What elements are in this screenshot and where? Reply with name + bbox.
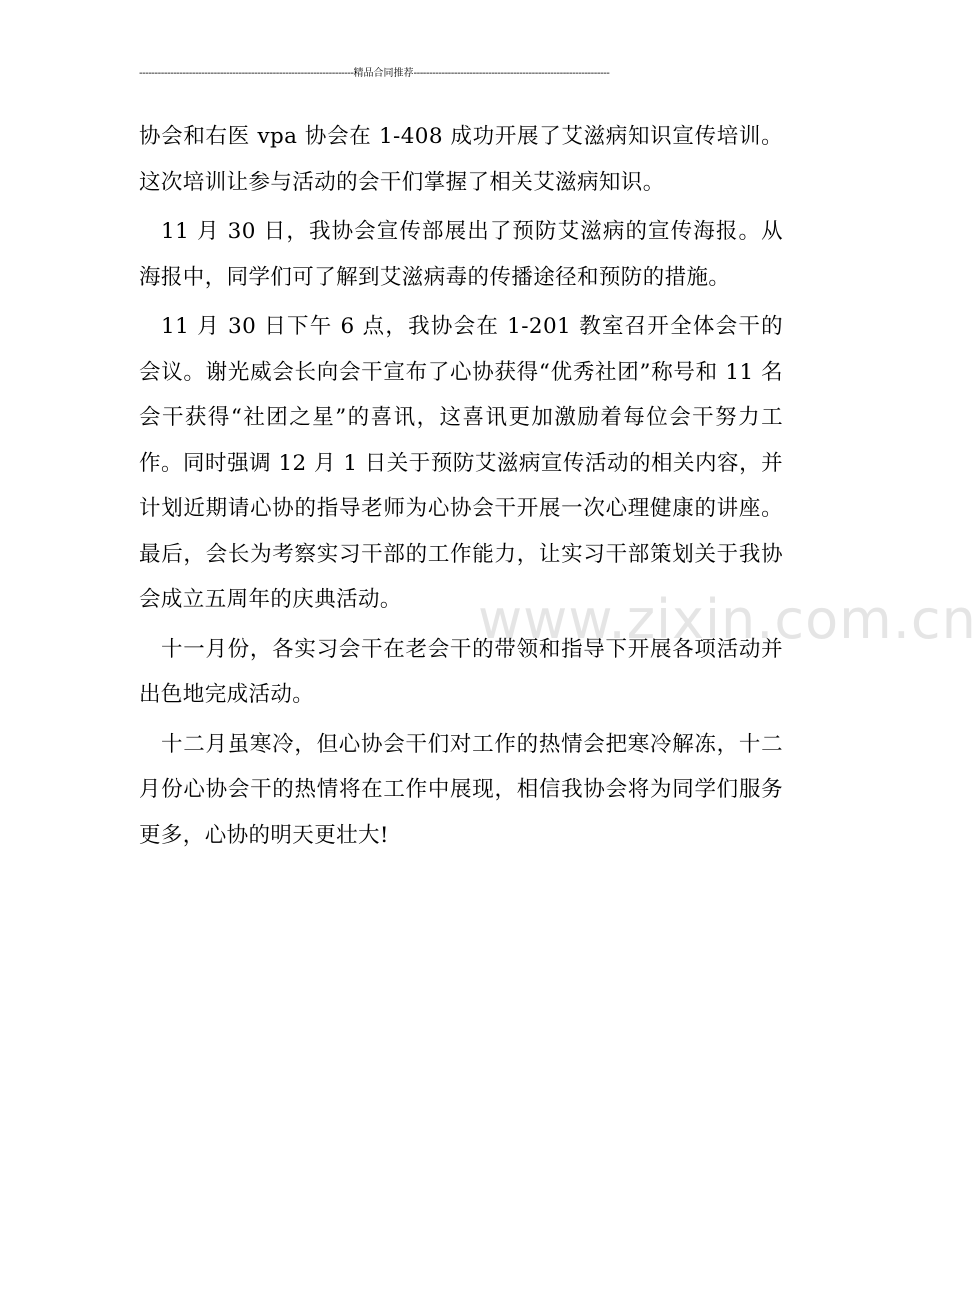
header-dashes-right: --------------------------------------------------------------- <box>413 68 610 79</box>
paragraph-4: 十一月份，各实习会干在老会干的带领和指导下开展各项活动并出色地完成活动。 <box>139 636 783 707</box>
page-header <box>139 66 737 82</box>
header-title: 精品合同推荐 <box>353 68 414 79</box>
header-dashes-left: --------------------------------------------------------------------- <box>139 68 354 79</box>
paragraph-5: 十二月虽寒冷，但心协会干们对工作的热情会把寒冷解冻，十二月份心协会干的热情将在工作中展现，相信我协会将为同学们服务更多，心协的明天更壮大! <box>139 731 783 848</box>
watermark: www.zixin.com.cn <box>478 588 977 651</box>
paragraph-2: 11 月 30 日，我协会宣传部展出了预防艾滋病的宣传海报。从海报中，同学们可了解到艾滋病毒的传播途径和预防的措施。 <box>139 219 783 290</box>
document-body <box>139 114 783 862</box>
paragraph-3: 11 月 30 日下午 6 点，我协会在 1-201 教室召开全体会干的会议。谢光威会长向会干宣布了心协获得“优秀社团”称号和 11 名会干获得“社团之星”的喜讯，这喜讯更加激励着每位会干努力工作。同时强调 12 月 1 日关于预防艾滋病宣传活动的相关内容，并计划近期请心协的指导老师为心协会干开展一次心理健康的讲座。最后，会长为考察实习干部的工作能力，让实习干部策划关于我协会成立五周年的庆典活动。 <box>139 314 783 612</box>
paragraph-1: 协会和右医 vpa 协会在 1-408 成功开展了艾滋病知识宣传培训。这次培训让参与活动的会干们掌握了相关艾滋病知识。 <box>139 124 783 195</box>
